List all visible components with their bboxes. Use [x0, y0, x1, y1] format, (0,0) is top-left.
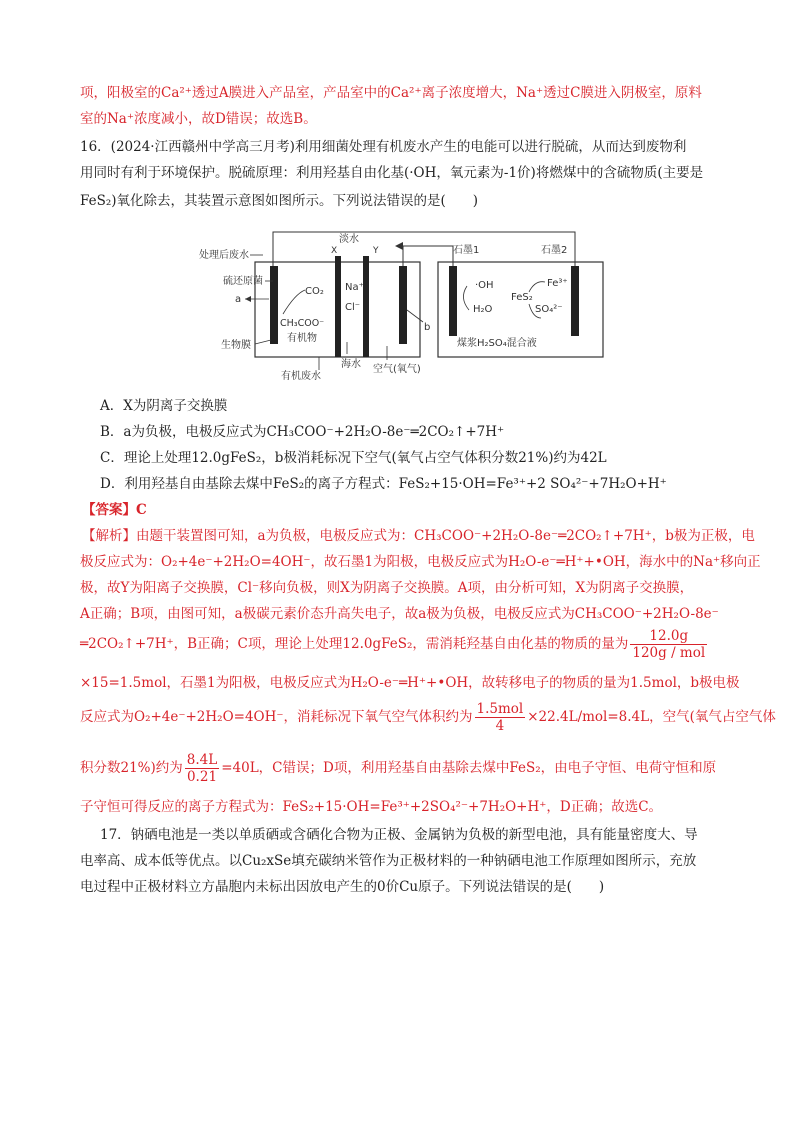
analysis-text: 积分数21%)约为: [80, 760, 183, 776]
question-16-stem: FeS₂)氧化除去，其装置示意图如图所示。下列说法错误的是( ): [80, 193, 479, 209]
fraction-denominator: 4: [495, 718, 505, 734]
air-label: 空气(氧气): [373, 364, 421, 375]
question-17-stem: 电率高、成本低等优点。以Cu₂xSe填充碳纳米管作为正极材料的一种钠硒电池工作原理如图所示，充放: [80, 853, 697, 869]
organic-label: 有机物: [287, 333, 317, 344]
question-17-stem: 17．钠硒电池是一类以单质硒或含硒化合物为正极、金属钠为负极的新型电池，具有能量密度大、导: [100, 827, 698, 843]
mixture-label: 煤浆H₂SO₄混合液: [457, 338, 537, 349]
analysis-text: ═2CO₂↑+7H⁺，B正确；C项，理论上处理12.0gFeS₂，需消耗羟基自由化基的物质的量为: [80, 636, 629, 652]
hydroxyl-radical-label: ·OH: [475, 280, 494, 291]
pyrite-label: FeS₂: [511, 292, 533, 303]
analysis-line: A正确；B项，由图可知，a极碳元素价态升高失电子，故a极为负极，电极反应式为CH₃COO⁻+2H₂O-8e⁻: [80, 606, 719, 622]
graphite2-electrode: [571, 266, 579, 336]
fraction: [630, 628, 707, 661]
membrane-x: [335, 256, 341, 357]
bacteria-label: 硫还原菌: [223, 276, 263, 287]
fraction-denominator: 120g / mol: [632, 645, 706, 661]
analysis-line-fraction: [80, 697, 776, 737]
analysis-line: 极反应式为：O₂+4e⁻+2H₂O=4OH⁻，故石墨1为阳极，电极反应式为H₂O-e⁻═H⁺+•OH，海水中的Na⁺移向正: [80, 554, 761, 570]
electrode-a: [270, 266, 278, 344]
fraction-numerator: 1.5mol: [476, 701, 524, 717]
seawater-label: 海水: [341, 359, 361, 370]
electrode-b: [399, 266, 407, 344]
option-a: A．X为阴离子交换膜: [100, 398, 228, 414]
organic-wastewater-label: 有机废水: [281, 371, 321, 382]
analysis-line: 【解析】由题干装置图可知，a为负极，电极反应式为：CH₃COO⁻+2H₂O-8e⁻═2CO₂↑+7H⁺，b极为正极，电: [82, 528, 755, 544]
analysis-line-fraction: [80, 748, 730, 788]
biofilm-label: 生物膜: [221, 340, 251, 351]
option-c: C．理论上处理12.0gFeS₂，b极消耗标况下空气(氧气占空气体积分数21%)约为42L: [100, 450, 607, 466]
chloride-ion-label: Cl⁻: [345, 302, 361, 313]
electrode-b-label: b: [424, 322, 431, 333]
middle-wire: [403, 246, 453, 266]
question-17-stem: 电过程中正极材料立方晶胞内未标出因放电产生的0价Cu原子。下列说法错误的是( ): [80, 879, 605, 895]
prev-analysis-line: 室的Na⁺浓度减小，故D错误；故选B。: [80, 111, 317, 127]
fraction: [475, 701, 526, 734]
fraction-numerator: 12.0g: [630, 628, 707, 645]
graphite2-label: 石墨2: [541, 245, 568, 256]
treated-water-label: 处理后废水: [199, 250, 249, 261]
electrochemical-device-diagram: [195, 222, 615, 394]
sulfate-label: SO₄²⁻: [535, 304, 563, 315]
analysis-text: 反应式为O₂+4e⁻+2H₂O=4OH⁻，消耗标况下氧气空气体积约为: [80, 709, 473, 725]
analysis-text: =40L，C错误；D项，利用羟基自由基除去煤中FeS₂，由电子守恒、电荷守恒和原: [221, 760, 717, 776]
co2-label: CO₂: [305, 286, 324, 297]
membrane-x-label: X: [331, 246, 338, 256]
fraction: [185, 752, 219, 785]
prev-analysis-line: 项，阳极室的Ca²⁺透过A膜进入产品室，产品室中的Ca²⁺离子浓度增大，Na⁺透过C膜进入阴极室，原料: [80, 85, 702, 101]
electrode-a-label: a: [235, 294, 242, 305]
ferric-ion-label: Fe³⁺: [547, 278, 568, 289]
water-label: H₂O: [473, 304, 493, 315]
answer-label: 【答案】C: [82, 502, 147, 518]
fresh-water-label: 淡水: [339, 234, 359, 245]
graphite1-label: 石墨1: [453, 245, 480, 256]
question-16-stem: 16．(2024·江西赣州中学高三月考)利用细菌处理有机废水产生的电能可以进行脱硫，从而达到废物利: [80, 139, 687, 155]
analysis-line: 子守恒可得反应的离子方程式为：FeS₂+15·OH=Fe³⁺+2SO₄²⁻+7H₂O+H⁺，D正确；故选C。: [80, 799, 663, 815]
top-wire: [273, 232, 575, 266]
question-16-stem: 用同时有利于环境保护。脱硫原理：利用羟基自由化基(·OH，氧元素为-1价)将燃煤中的含硫物质(主要是: [80, 165, 704, 181]
fraction-numerator: 8.4L: [186, 752, 218, 768]
analysis-line-fraction: [80, 624, 730, 664]
option-b: B．a为负极，电极反应式为CH₃COO⁻+2H₂O-8e⁻═2CO₂↑+7H⁺: [100, 424, 505, 440]
acetate-label: CH₃COO⁻: [280, 318, 325, 329]
membrane-y: [363, 256, 369, 357]
analysis-line: ×15=1.5mol，石墨1为阳极，电极反应式为H₂O-e⁻═H⁺+•OH，故转移电子的物质的量为1.5mol，b极电极: [80, 675, 740, 691]
option-d: D．利用羟基自由基除去煤中FeS₂的离子方程式：FeS₂+15·OH=Fe³⁺+2 SO₄²⁻+7H₂O+H⁺: [100, 476, 667, 492]
sodium-ion-label: Na⁺: [345, 282, 364, 293]
analysis-line: 极，故Y为阳离子交换膜，Cl⁻移向负极，则X为阴离子交换膜。A项，由分析可知，X为阴离子交换膜，: [80, 580, 694, 596]
analysis-text: ×22.4L/mol=8.4L，空气(氧气占空气体: [527, 709, 776, 725]
fraction-denominator: 0.21: [186, 769, 218, 785]
graphite1-electrode: [449, 266, 457, 336]
membrane-y-label: Y: [373, 246, 379, 256]
